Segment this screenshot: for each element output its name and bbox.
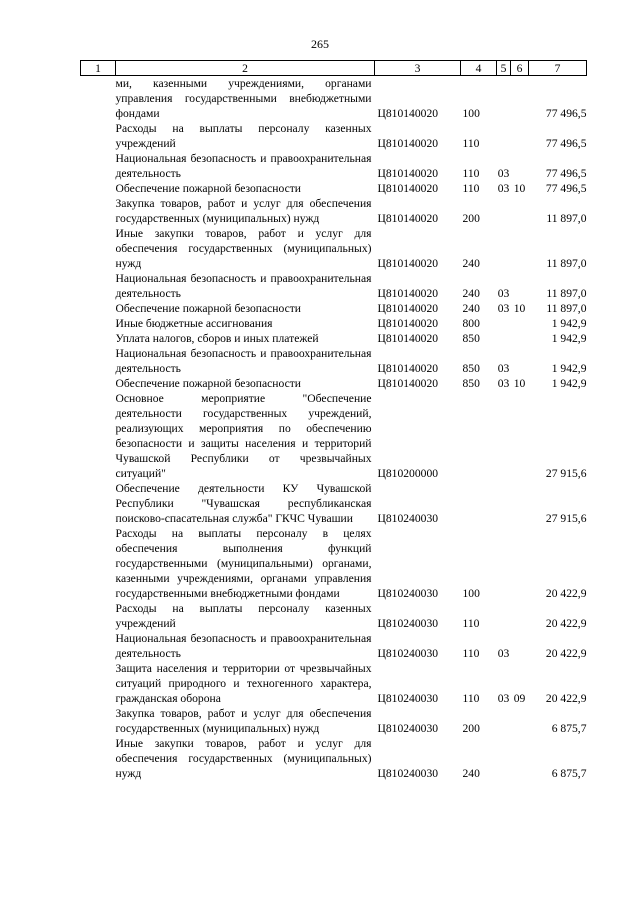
row-grp-cell: 240 xyxy=(462,302,480,315)
row-code-cell: Ц810140020 xyxy=(377,137,439,150)
row-grp-cell: 800 xyxy=(462,317,480,330)
row-number-cell xyxy=(81,706,116,736)
row-grp-cell xyxy=(461,391,497,481)
row-name-text: Закупка товаров, работ и услуг для обеспечения государственных (муниципальных) нужд xyxy=(115,707,372,735)
row-name-text: Иные бюджетные ассигнования xyxy=(115,317,273,330)
row-number-cell xyxy=(81,346,116,376)
row-number-cell xyxy=(81,601,116,631)
row-grp-cell: 110 xyxy=(462,647,480,660)
row-sec-cell xyxy=(497,526,511,601)
row-sub-cell xyxy=(511,631,529,661)
row-sum-cell: 20 422,9 xyxy=(545,587,587,600)
row-sub-cell: 10 xyxy=(513,377,526,390)
row-number-cell xyxy=(81,481,116,526)
row-name-cell xyxy=(116,601,375,631)
table-row xyxy=(81,346,587,376)
row-name-cell xyxy=(116,481,375,526)
row-code-cell: Ц810140020 xyxy=(377,257,439,270)
row-name-cell xyxy=(116,196,375,226)
row-code-cell: Ц810240030 xyxy=(377,767,439,780)
row-name-text: Основное мероприятие "Обеспечение деятельности государственных учреждений, реализующих мероприятия по обеспечению безопасности и защиты населения и территорий Чувашской Республики от чрезвычайных ситуаций" xyxy=(115,392,372,480)
table-body xyxy=(81,76,587,782)
row-sub-cell xyxy=(511,331,529,346)
row-code-cell: Ц810140020 xyxy=(377,317,439,330)
row-sec-cell xyxy=(497,391,511,481)
row-name-text: Уплата налогов, сборов и иных платежей xyxy=(115,332,319,345)
row-grp-cell: 110 xyxy=(462,692,480,705)
header-col-5: 5 xyxy=(497,61,511,76)
row-sub-cell xyxy=(511,526,529,601)
row-name-cell xyxy=(116,121,375,151)
header-col-4: 4 xyxy=(461,61,497,76)
row-grp-cell xyxy=(461,481,497,526)
row-sec-cell: 03 xyxy=(497,377,510,390)
row-sec-cell xyxy=(497,121,511,151)
table-row xyxy=(81,526,587,601)
row-grp-cell: 200 xyxy=(462,722,480,735)
row-sum-cell: 20 422,9 xyxy=(545,647,587,660)
row-name-cell xyxy=(116,316,375,331)
row-sec-cell xyxy=(497,481,511,526)
row-grp-cell: 240 xyxy=(462,287,480,300)
row-code-cell: Ц810200000 xyxy=(377,467,439,480)
table-row xyxy=(81,661,587,706)
row-name-cell xyxy=(116,346,375,376)
row-code-cell: Ц810240030 xyxy=(377,617,439,630)
row-sec-cell: 03 xyxy=(497,182,510,195)
row-code-cell: Ц810140020 xyxy=(377,107,439,120)
row-code-cell: Ц810140020 xyxy=(377,182,439,195)
table-row xyxy=(81,391,587,481)
row-code-cell: Ц810140020 xyxy=(377,212,439,225)
row-sub-cell xyxy=(511,76,529,122)
row-sub-cell xyxy=(511,346,529,376)
row-sub-cell xyxy=(511,151,529,181)
row-name-cell xyxy=(116,706,375,736)
row-name-text: Обеспечение пожарной безопасности xyxy=(115,302,302,315)
row-sub-cell xyxy=(511,196,529,226)
row-grp-cell: 110 xyxy=(462,137,480,150)
page-number: 265 xyxy=(311,37,329,51)
row-grp-cell: 850 xyxy=(462,377,480,390)
row-sub-cell xyxy=(511,481,529,526)
row-sum-cell: 77 496,5 xyxy=(545,182,587,195)
row-sec-cell: 03 xyxy=(497,647,510,660)
row-number-cell xyxy=(81,196,116,226)
row-name-text: Национальная безопасность и правоохранительная деятельность xyxy=(115,632,372,660)
row-grp-cell: 100 xyxy=(462,107,480,120)
row-name-cell xyxy=(116,661,375,706)
row-number-cell xyxy=(81,736,116,781)
table-row xyxy=(81,226,587,271)
table-row xyxy=(81,376,587,391)
header-col-7: 7 xyxy=(529,61,587,76)
row-sum-cell: 6 875,7 xyxy=(551,767,587,780)
table-row xyxy=(81,631,587,661)
header-row xyxy=(81,61,587,76)
row-code-cell: Ц810140020 xyxy=(377,332,439,345)
row-sec-cell xyxy=(497,331,511,346)
row-code-cell: Ц810240030 xyxy=(377,722,439,735)
row-sub-cell xyxy=(511,391,529,481)
row-sec-cell xyxy=(497,196,511,226)
row-code-cell: Ц810240030 xyxy=(377,647,439,660)
table-row xyxy=(81,736,587,781)
row-grp-cell: 240 xyxy=(462,767,480,780)
row-grp-cell: 850 xyxy=(462,332,480,345)
row-sum-cell: 27 915,6 xyxy=(545,467,587,480)
row-number-cell xyxy=(81,331,116,346)
row-sub-cell xyxy=(511,121,529,151)
table-row xyxy=(81,316,587,331)
row-name-cell xyxy=(116,301,375,316)
row-name-text: Защита населения и территории от чрезвычайных ситуаций природного и техногенного характера, гражданская оборона xyxy=(115,662,372,705)
row-code-cell: Ц810140020 xyxy=(377,302,439,315)
row-sec-cell xyxy=(497,736,511,781)
row-name-cell xyxy=(116,391,375,481)
table-row xyxy=(81,121,587,151)
row-number-cell xyxy=(81,316,116,331)
row-number-cell xyxy=(81,376,116,391)
table-row xyxy=(81,76,587,122)
row-code-cell: Ц810140020 xyxy=(377,167,439,180)
table-header xyxy=(81,61,587,76)
row-sub-cell xyxy=(511,601,529,631)
row-name-cell xyxy=(116,526,375,601)
row-sum-cell: 27 915,6 xyxy=(545,512,587,525)
row-number-cell xyxy=(81,76,116,122)
table-row xyxy=(81,151,587,181)
row-number-cell xyxy=(81,526,116,601)
row-sum-cell: 1 942,9 xyxy=(551,332,587,345)
row-name-text: Обеспечение пожарной безопасности xyxy=(115,182,302,195)
row-sub-cell: 10 xyxy=(513,182,526,195)
header-col-3: 3 xyxy=(375,61,461,76)
row-sum-cell: 11 897,0 xyxy=(546,257,587,270)
row-name-text: Обеспечение деятельности КУ Чувашской Республики "Чувашская республиканская поисково-спасательная служба" ГКЧС Чувашии xyxy=(115,482,372,525)
row-name-cell xyxy=(116,631,375,661)
row-number-cell xyxy=(81,181,116,196)
header-col-6: 6 xyxy=(511,61,529,76)
row-sub-cell xyxy=(511,316,529,331)
row-name-cell xyxy=(116,181,375,196)
table-row xyxy=(81,196,587,226)
row-sec-cell xyxy=(497,226,511,271)
row-number-cell xyxy=(81,226,116,271)
row-name-text: Национальная безопасность и правоохранительная деятельность xyxy=(115,152,372,180)
row-name-text: ми, казенными учреждениями, органами управления государственными внебюджетными фондами xyxy=(115,77,372,120)
row-name-text: Иные закупки товаров, работ и услуг для обеспечения государственных (муниципальных) нужд xyxy=(115,227,372,270)
row-sum-cell: 20 422,9 xyxy=(545,692,587,705)
row-name-text: Расходы на выплаты персоналу в целях обеспечения выполнения функций государственными (муниципальными) органами, казенными учреждениями, органами управления государственными внебюджетными фондами xyxy=(115,527,372,600)
row-sum-cell: 20 422,9 xyxy=(545,617,587,630)
row-sum-cell: 1 942,9 xyxy=(551,377,587,390)
row-sec-cell: 03 xyxy=(497,287,510,300)
table-row xyxy=(81,481,587,526)
row-sum-cell: 11 897,0 xyxy=(546,302,587,315)
row-grp-cell: 200 xyxy=(462,212,480,225)
row-name-text: Иные закупки товаров, работ и услуг для обеспечения государственных (муниципальных) нужд xyxy=(115,737,372,780)
row-grp-cell: 110 xyxy=(462,617,480,630)
row-grp-cell: 100 xyxy=(462,587,480,600)
row-sub-cell xyxy=(511,226,529,271)
table-row xyxy=(81,706,587,736)
row-sum-cell: 1 942,9 xyxy=(551,317,587,330)
row-name-cell xyxy=(116,331,375,346)
row-grp-cell: 240 xyxy=(462,257,480,270)
row-sum-cell: 77 496,5 xyxy=(545,107,587,120)
row-name-cell xyxy=(116,76,375,122)
table-row xyxy=(81,301,587,316)
row-sum-cell: 77 496,5 xyxy=(545,167,587,180)
row-sec-cell xyxy=(497,76,511,122)
row-sum-cell: 6 875,7 xyxy=(551,722,587,735)
row-name-text: Обеспечение пожарной безопасности xyxy=(115,377,302,390)
row-sec-cell xyxy=(497,706,511,736)
row-number-cell xyxy=(81,151,116,181)
row-name-text: Национальная безопасность и правоохранительная деятельность xyxy=(115,347,372,375)
row-name-text: Национальная безопасность и правоохранительная деятельность xyxy=(115,272,372,300)
row-code-cell: Ц810140020 xyxy=(377,287,439,300)
row-code-cell: Ц810240030 xyxy=(377,512,439,525)
row-code-cell: Ц810240030 xyxy=(377,692,439,705)
row-sec-cell: 03 xyxy=(497,302,510,315)
table-row xyxy=(81,181,587,196)
row-name-cell xyxy=(116,736,375,781)
row-number-cell xyxy=(81,391,116,481)
row-grp-cell: 110 xyxy=(462,167,480,180)
row-code-cell: Ц810140020 xyxy=(377,377,439,390)
row-number-cell xyxy=(81,661,116,706)
row-sec-cell xyxy=(497,316,511,331)
row-sum-cell: 11 897,0 xyxy=(546,212,587,225)
row-number-cell xyxy=(81,631,116,661)
budget-table xyxy=(80,60,587,781)
table-row xyxy=(81,331,587,346)
row-sub-cell xyxy=(511,271,529,301)
row-name-text: Расходы на выплаты персоналу казенных учреждений xyxy=(115,122,372,150)
row-sub-cell xyxy=(511,706,529,736)
row-code-cell: Ц810240030 xyxy=(377,587,439,600)
row-sum-cell: 1 942,9 xyxy=(551,362,587,375)
row-sum-cell: 77 496,5 xyxy=(545,137,587,150)
row-name-cell xyxy=(116,226,375,271)
row-sub-cell xyxy=(511,736,529,781)
row-name-cell xyxy=(116,271,375,301)
row-sec-cell: 03 xyxy=(497,167,510,180)
row-sub-cell: 10 xyxy=(513,302,526,315)
header-col-2: 2 xyxy=(116,61,375,76)
header-col-1: 1 xyxy=(81,61,116,76)
row-sec-cell: 03 xyxy=(497,362,510,375)
row-sum-cell: 11 897,0 xyxy=(546,287,587,300)
row-name-text: Закупка товаров, работ и услуг для обеспечения государственных (муниципальных) нужд xyxy=(115,197,372,225)
row-sec-cell xyxy=(497,601,511,631)
row-sec-cell: 03 xyxy=(497,692,510,705)
table-row xyxy=(81,601,587,631)
table-row xyxy=(81,271,587,301)
row-number-cell xyxy=(81,301,116,316)
row-number-cell xyxy=(81,271,116,301)
row-name-text: Расходы на выплаты персоналу казенных учреждений xyxy=(115,602,372,630)
row-name-cell xyxy=(116,376,375,391)
row-grp-cell: 850 xyxy=(462,362,480,375)
row-sub-cell: 09 xyxy=(513,692,526,705)
row-grp-cell: 110 xyxy=(462,182,480,195)
row-number-cell xyxy=(81,121,116,151)
row-code-cell: Ц810140020 xyxy=(377,362,439,375)
row-name-cell xyxy=(116,151,375,181)
